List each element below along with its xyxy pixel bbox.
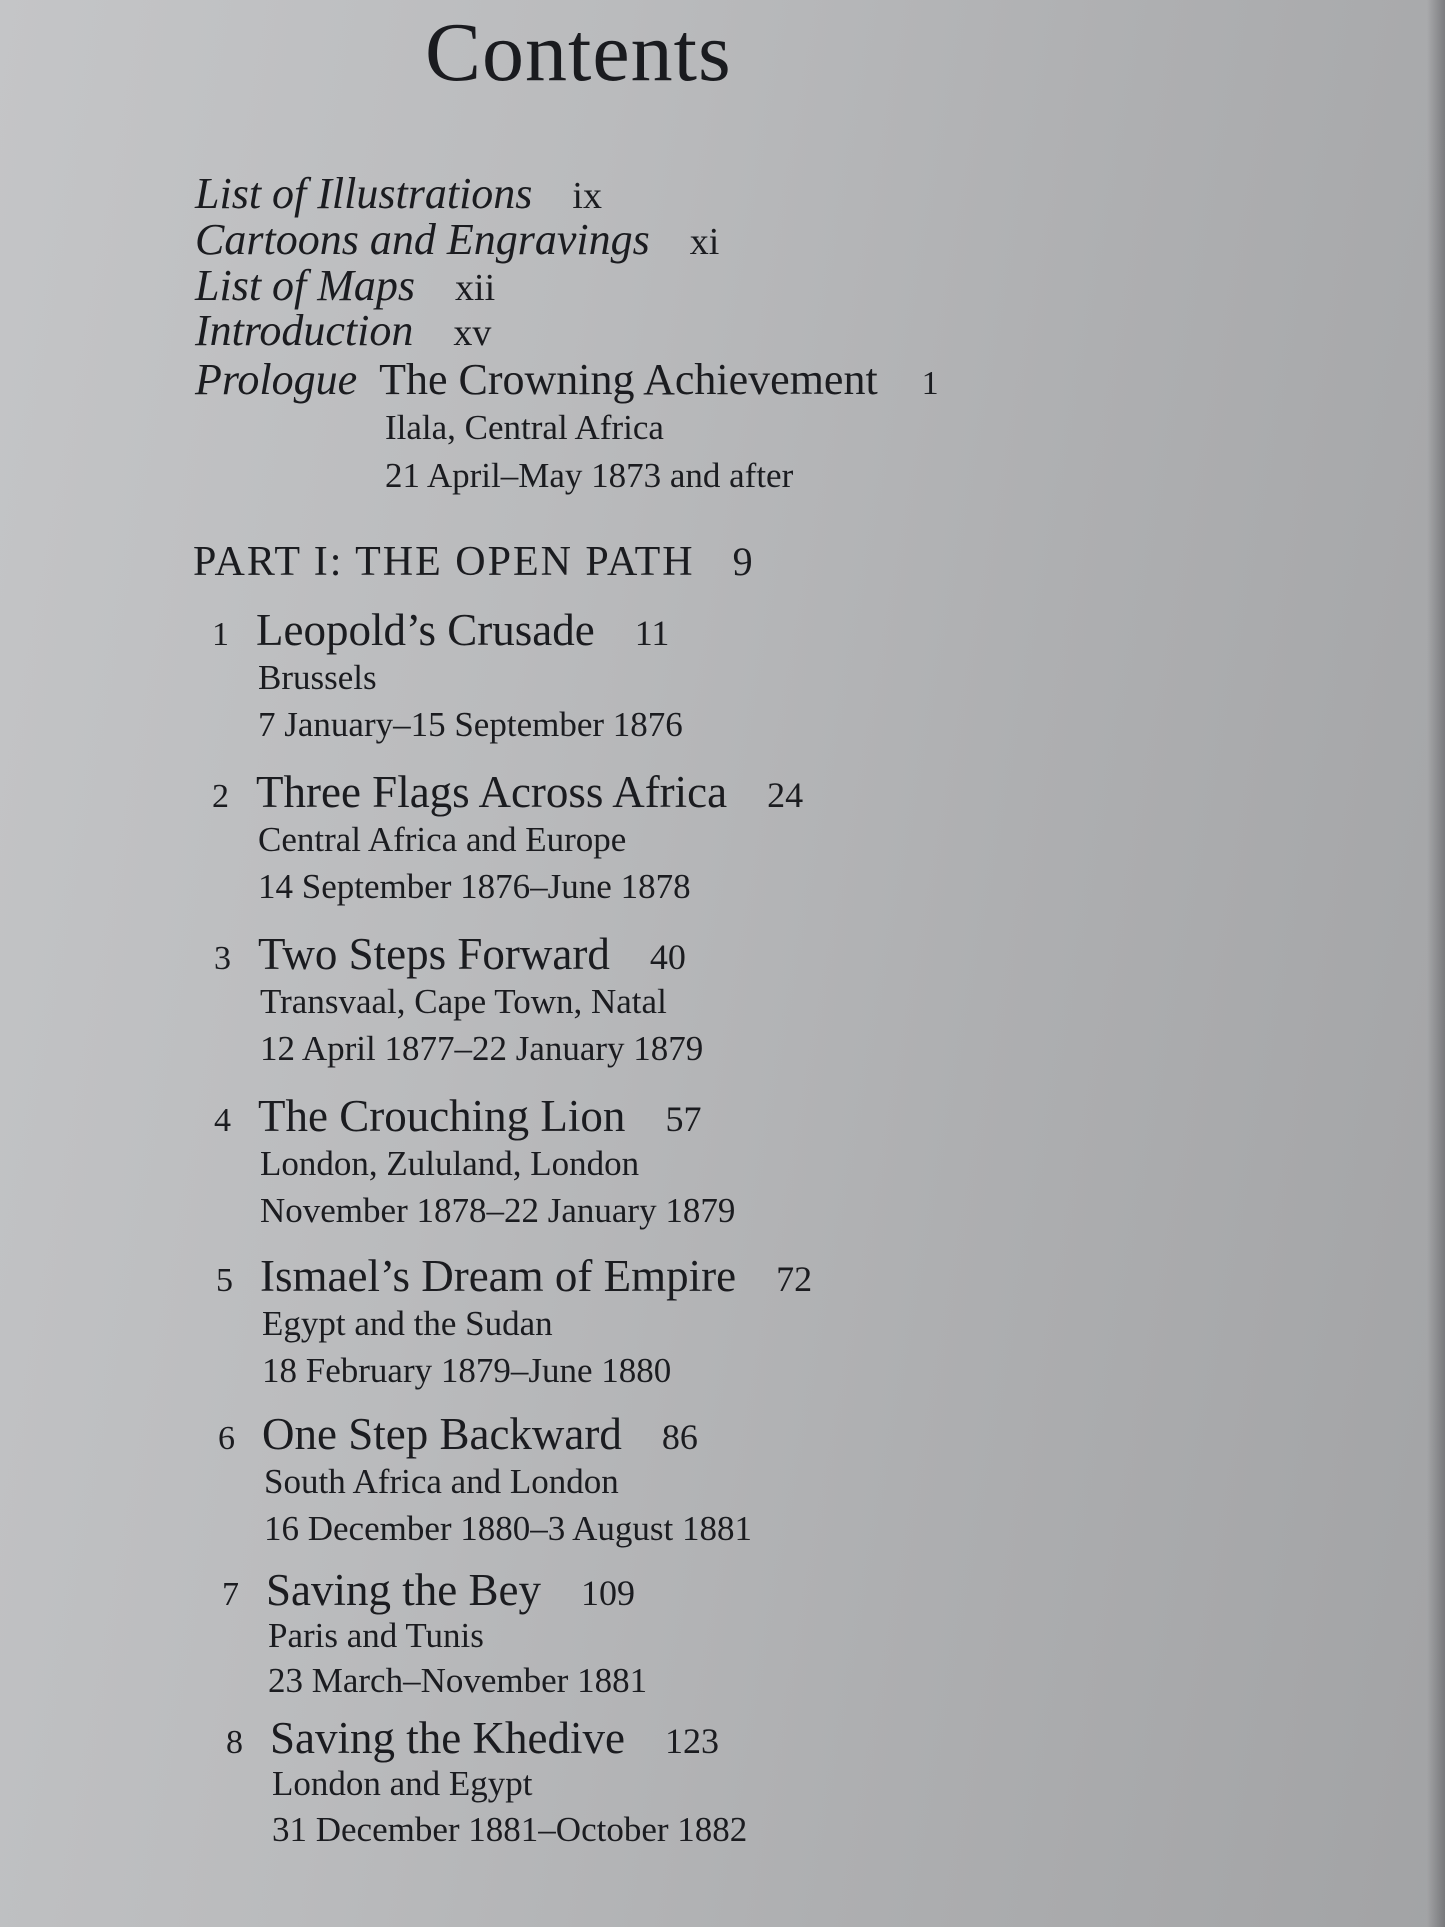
prologue-place: Ilala, Central Africa — [385, 408, 664, 447]
toc-entry-introduction — [195, 306, 492, 355]
chapter-dates: 14 September 1876–June 1878 — [258, 867, 691, 906]
chapter-page: 57 — [665, 1099, 702, 1139]
toc-entry-label: Cartoons and Engravings — [195, 215, 650, 264]
chapter-title: Leopold’s Crusade — [256, 605, 595, 655]
chapter-entry-5 — [216, 1250, 812, 1302]
chapter-number: 8 — [226, 1724, 243, 1761]
toc-entry-label: List of Maps — [195, 261, 416, 310]
page-title: Contents — [425, 6, 732, 99]
chapter-place: Paris and Tunis — [268, 1616, 484, 1655]
chapter-page: 86 — [661, 1417, 698, 1457]
page-edge-shadow — [1427, 0, 1445, 1927]
toc-entry-page: xi — [689, 221, 720, 263]
prologue-dates: 21 April–May 1873 and after — [385, 456, 794, 495]
chapter-number: 4 — [214, 1102, 231, 1139]
chapter-number: 5 — [216, 1262, 233, 1299]
chapter-place: London and Egypt — [272, 1764, 533, 1803]
prologue-label: Prologue — [195, 355, 358, 404]
chapter-dates: 31 December 1881–October 1882 — [272, 1810, 748, 1849]
chapter-title: Ismael’s Dream of Empire — [260, 1251, 737, 1301]
chapter-title: Saving the Bey — [266, 1565, 541, 1615]
chapter-page: 109 — [580, 1573, 635, 1613]
chapter-place: Transvaal, Cape Town, Natal — [260, 982, 667, 1021]
toc-entry-page: ix — [572, 175, 602, 217]
chapter-page: 11 — [634, 613, 670, 653]
part-heading — [193, 538, 755, 586]
chapter-page: 123 — [664, 1721, 719, 1761]
toc-entry-page: xv — [453, 312, 492, 354]
chapter-number: 3 — [214, 940, 231, 977]
chapter-entry-3 — [214, 928, 686, 980]
chapter-title: Saving the Khedive — [270, 1713, 625, 1763]
chapter-title: One Step Backward — [262, 1409, 622, 1459]
chapter-title: Two Steps Forward — [258, 929, 610, 979]
prologue-title: The Crowning Achievement — [379, 355, 878, 404]
chapter-entry-6 — [218, 1408, 698, 1460]
toc-entry-label: List of Illustrations — [195, 169, 533, 218]
chapter-place: South Africa and London — [264, 1462, 619, 1501]
chapter-place: Brussels — [258, 658, 377, 697]
toc-entry-prologue — [195, 354, 939, 405]
part-page: 9 — [732, 539, 755, 584]
chapter-entry-4 — [214, 1090, 701, 1142]
chapter-number: 7 — [222, 1576, 239, 1613]
chapter-dates: November 1878–22 January 1879 — [260, 1191, 736, 1230]
chapter-dates: 18 February 1879–June 1880 — [262, 1351, 672, 1390]
chapter-number: 1 — [212, 616, 229, 653]
toc-entry-illustrations — [195, 169, 602, 218]
chapter-entry-7 — [222, 1564, 635, 1616]
chapter-page: 72 — [776, 1259, 813, 1299]
chapter-entry-8 — [226, 1712, 719, 1764]
toc-entry-cartoons — [195, 215, 720, 264]
chapter-entry-1 — [212, 604, 669, 656]
chapter-page: 24 — [767, 775, 804, 815]
part-title: PART I: THE OPEN PATH — [193, 539, 695, 585]
chapter-place: London, Zululand, London — [260, 1144, 640, 1183]
chapter-dates: 12 April 1877–22 January 1879 — [260, 1029, 704, 1068]
chapter-dates: 7 January–15 September 1876 — [258, 705, 683, 744]
prologue-page: 1 — [921, 365, 939, 402]
toc-entry-page: xii — [455, 267, 496, 309]
chapter-place: Egypt and the Sudan — [262, 1304, 553, 1343]
chapter-title: The Crouching Lion — [258, 1091, 626, 1141]
chapter-number: 6 — [218, 1420, 235, 1457]
chapter-entry-2 — [212, 766, 803, 818]
chapter-dates: 16 December 1880–3 August 1881 — [264, 1509, 752, 1548]
chapter-dates: 23 March–November 1881 — [268, 1661, 648, 1700]
toc-entry-maps — [195, 261, 496, 310]
toc-entry-label: Introduction — [195, 306, 414, 355]
chapter-place: Central Africa and Europe — [258, 820, 627, 859]
chapter-number: 2 — [212, 778, 229, 815]
chapter-page: 40 — [649, 937, 686, 977]
chapter-title: Three Flags Across Africa — [256, 767, 728, 817]
